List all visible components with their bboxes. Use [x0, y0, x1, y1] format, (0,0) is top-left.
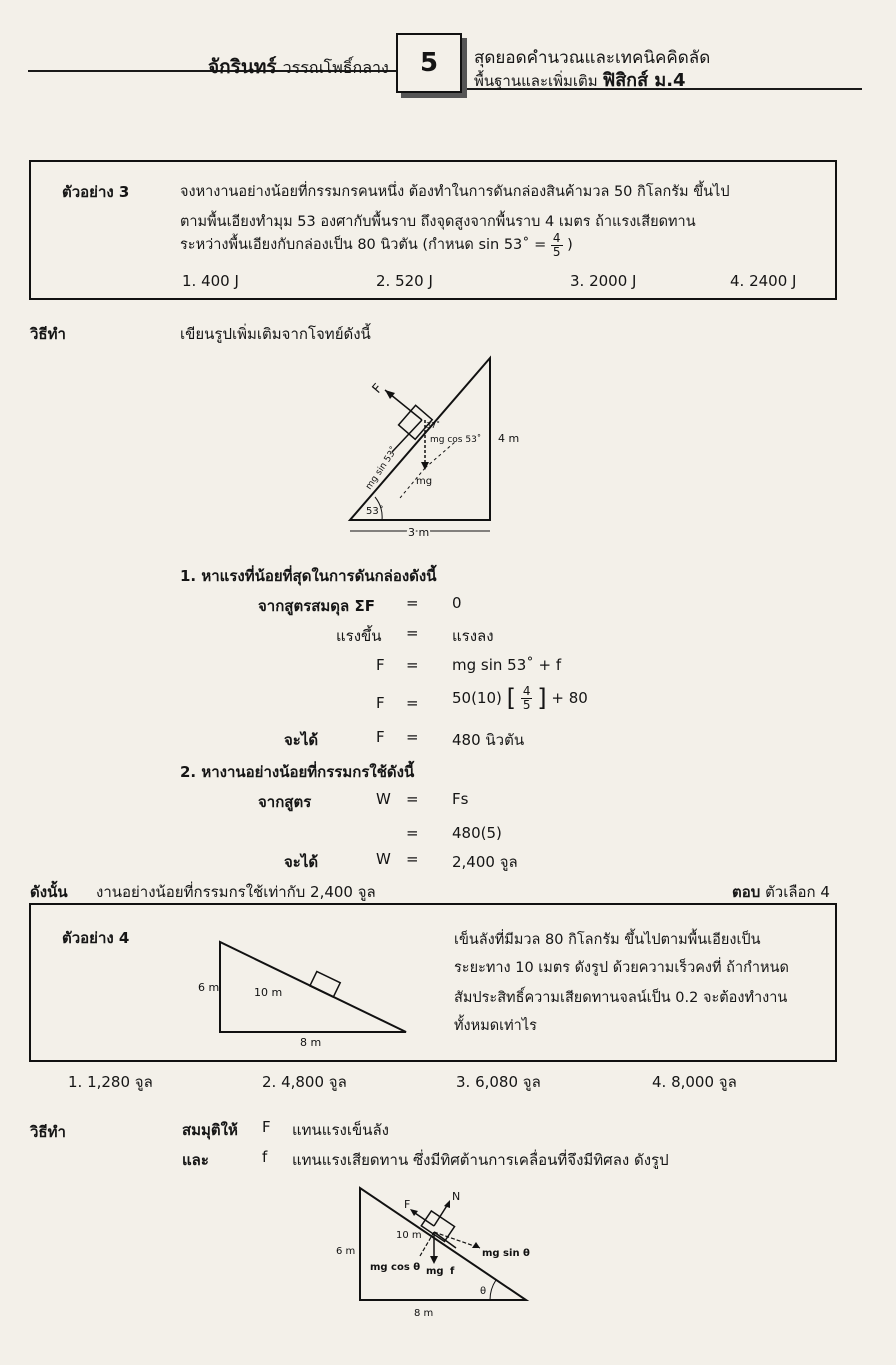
- answer-value: ตัวเลือก 4: [765, 883, 830, 901]
- example4-label: ตัวอย่าง 4: [62, 929, 130, 947]
- s2-l2-eq: =: [406, 824, 419, 842]
- label-h: 6 m: [198, 981, 220, 994]
- example4-question-line1: เข็นลังที่มีมวล 80 กิโลกรัม ขึ้นไปตามพื้นเอียงเป็น: [454, 932, 761, 948]
- s1-l1-eq: =: [406, 594, 419, 612]
- label-mgcos: mg cos 53˚: [430, 435, 482, 445]
- example4-choice-3: 3. 6,080 จูล: [456, 1073, 541, 1091]
- s1-l3-rhs: mg sin 53˚ + f: [452, 656, 562, 674]
- s1-l3-lhs: F: [376, 656, 385, 674]
- label-hyp: 10 m: [254, 986, 283, 999]
- s2-l3-rhs: 2,400 จูล: [452, 853, 518, 871]
- example3-question-line1: จงหางานอย่างน้อยที่กรรมกรคนหนึ่ง ต้องทำในการดันกล่องสินค้ามวล 50 กิโลกรัม ขึ้นไป: [180, 184, 730, 200]
- s2-l1-lhs: W: [376, 790, 391, 808]
- example3-choice-1: 1. 400 J: [182, 272, 239, 290]
- s2-l1-rhs: Fs: [452, 790, 469, 808]
- label-mgcos: mg cos θ: [370, 1262, 421, 1273]
- crate: [310, 971, 340, 997]
- header-title-line1: สุดยอดคำนวณและเทคนิคคิดลัด: [474, 48, 711, 68]
- s1-l3-eq: =: [406, 656, 419, 674]
- s2-l1-pre: จากสูตร: [258, 793, 312, 811]
- label-theta: θ: [480, 1286, 487, 1297]
- answer-label: ตอบ: [732, 883, 761, 901]
- s1-l5-pre: จะได้: [284, 731, 319, 749]
- s1-l4-rhs: 50(10) [ $\frac{4}{5}$ ] + 80: [452, 683, 588, 712]
- label-F: F: [369, 381, 386, 397]
- label-base-angle: 53˚: [366, 506, 384, 517]
- solution4-label: วิธีทำ: [30, 1123, 66, 1141]
- header-title-line2-bold: ฟิสิกส์ ม.4: [602, 70, 686, 91]
- s1-l4-eq: =: [406, 694, 419, 712]
- example4-choice-1: 1. 1,280 จูล: [68, 1073, 153, 1091]
- solution3-label: วิธีทำ: [30, 325, 66, 343]
- sol4-l1-c: แทนแรงเข็นลัง: [292, 1121, 390, 1139]
- conclusion-text: งานอย่างน้อยที่กรรมกรใช้เท่ากับ 2,400 จูล: [96, 883, 376, 901]
- example3-choice-4: 4. 2400 J: [730, 272, 797, 290]
- label-base: 8 m: [300, 1036, 322, 1049]
- label-h: 6 m: [336, 1246, 356, 1257]
- example3-fraction: [551, 232, 563, 258]
- sol4-l1-a: สมมุติให้: [182, 1121, 238, 1139]
- solution3-intro: เขียนรูปเพิ่มเติมจากโจทย์ดังนี้: [180, 325, 371, 343]
- s1-l1-lhs: จากสูตรสมดุล ΣF: [258, 597, 375, 615]
- label-base: 3 m: [408, 526, 430, 539]
- incline-diagram-ex3: [330, 350, 530, 545]
- s2-l1-eq: =: [406, 790, 419, 808]
- example3-label: ตัวอย่าง 3: [62, 183, 130, 201]
- label-mgsin: mg sin θ: [482, 1248, 530, 1259]
- label-F: F: [404, 1198, 411, 1211]
- example3-fraction-den: 5: [552, 244, 561, 259]
- header-author-rest: วรรณโพธิ์กลาง: [282, 58, 389, 77]
- header-title-line2-pre: พื้นฐานและเพิ่มเติม: [474, 72, 598, 90]
- s1-l2-rhs: แรงลง: [452, 627, 494, 645]
- solution3-step1-title: 1. หาแรงที่น้อยที่สุดในการดันกล่องดังนี้: [180, 567, 437, 585]
- example3-fraction-num: 4: [552, 231, 561, 245]
- header-title-line2: [474, 65, 686, 94]
- example3-question-line3: [180, 232, 573, 258]
- label-N: N: [452, 1190, 461, 1203]
- s1-l5-lhs: F: [376, 728, 385, 746]
- sol4-l1-b: F: [262, 1118, 271, 1136]
- label-height: 4 m: [498, 432, 520, 445]
- s1-l4-b: + 80: [551, 689, 588, 707]
- s2-l3-lhs: W: [376, 850, 391, 868]
- answer: [732, 880, 830, 904]
- s2-l2-rhs: 480(5): [452, 824, 502, 842]
- s1-l2-lhs: แรงขึ้น: [336, 627, 382, 645]
- example4-question-line3: สัมประสิทธิ์ความเสียดทานจลน์เป็น 0.2 จะต้องทำงาน: [454, 990, 788, 1006]
- label-f: f: [450, 1266, 455, 1277]
- s1-l4-lhs: F: [376, 694, 385, 712]
- example3-choice-3: 3. 2000 J: [570, 272, 637, 290]
- conclusion-label: ดังนั้น: [30, 883, 68, 901]
- solution3-step2-title: 2. หางานอย่างน้อยที่กรรมกรใช้ดังนี้: [180, 763, 415, 781]
- header-author: [208, 52, 389, 82]
- sol4-l2-b: f: [262, 1148, 268, 1166]
- example3-question-line3-text: ระหว่างพื้นเอียงกับกล่องเป็น 80 นิวตัน (กำหนด sin 53˚ =: [180, 237, 547, 254]
- s1-l1-rhs: 0: [452, 594, 462, 612]
- label-hyp: 10 m: [396, 1230, 422, 1241]
- sol4-l2-a: และ: [182, 1151, 209, 1169]
- example3-question-line2: ตามพื้นเอียงทำมุม 53 องศากับพื้นราบ ถึงจุดสูงจากพื้นราบ 4 เมตร ถ้าแรงเสียดทาน: [180, 214, 696, 230]
- label-mgsin: mg sin 53˚: [364, 445, 400, 492]
- example4-choice-4: 4. 8,000 จูล: [652, 1073, 737, 1091]
- s1-l4-fraction: [521, 685, 533, 711]
- ramp-triangle: [360, 1188, 526, 1300]
- example3-question-line3-end: ): [567, 237, 573, 254]
- page-number: 5: [396, 33, 462, 93]
- s1-l4-num: 4: [522, 683, 531, 698]
- crate: [421, 1211, 454, 1242]
- example4-question-line4: ทั้งหมดเท่าไร: [454, 1018, 537, 1034]
- s1-l5-eq: =: [406, 728, 419, 746]
- sol4-l2-c: แทนแรงเสียดทาน ซึ่งมีทิศต้านการเคลื่อนที่จึงมีทิศลง ดังรูป: [292, 1151, 669, 1169]
- example3-choice-2: 2. 520 J: [376, 272, 433, 290]
- example4-question-line2: ระยะทาง 10 เมตร ดังรูป ด้วยความเร็วคงที่ ถ้ากำหนด: [454, 960, 789, 976]
- s2-l3-eq: =: [406, 850, 419, 868]
- s1-l2-eq: =: [406, 624, 419, 642]
- label-angle-top: 37˚: [426, 421, 441, 430]
- header-author-bold: จักรินทร์: [208, 56, 277, 78]
- incline-diagram-ex4: [190, 930, 420, 1050]
- s2-l3-pre: จะได้: [284, 853, 319, 871]
- label-mg: mg: [416, 476, 433, 487]
- example4-box: [29, 903, 837, 1062]
- s1-l4-a: 50(10): [452, 689, 502, 707]
- s1-l4-den: 5: [522, 697, 531, 712]
- label-mg: mg: [426, 1266, 444, 1277]
- incline-diagram-ex4-forces: [330, 1176, 536, 1324]
- label-base: 8 m: [414, 1308, 434, 1319]
- s1-l5-rhs: 480 นิวตัน: [452, 731, 525, 749]
- example4-choice-2: 2. 4,800 จูล: [262, 1073, 347, 1091]
